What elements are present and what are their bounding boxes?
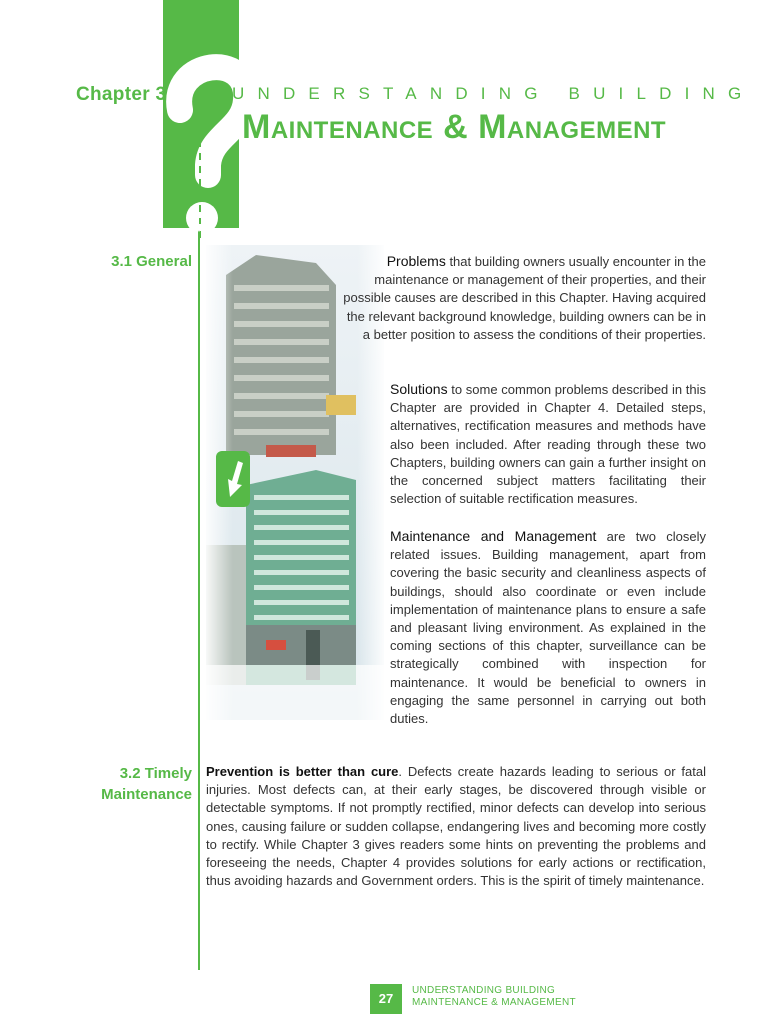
paragraph-text: are two closely related issues. Building management, apart from covering the basic security and cleanliness aspects of buildings, should also coordinate or even include implementation of maintenance plans to ensure a safe and pleasant living environment. As explained in the coming sections of this chapter, surveillance can be strategically combined with inspection for maintenance. It would be beneficial to owners in engaging the same personnel in carrying out both duties. [390,529,706,727]
chapter-title-line1: UNDERSTANDING BUILDING [232,84,755,103]
paragraph-text: that building owners usually encounter in the maintenance or management of their properties, and their possible causes are described in this Chapter. Having acquired the relevant background knowledge, building owners can be in a better position to assess the conditions of their properties. [343,254,706,342]
arrow-down-left-icon [216,451,250,507]
chapter-title-line2: Maintenance & Management [242,108,667,146]
paragraph-prevention [206,763,706,890]
lead-phrase-prevention: Prevention is better than cure [206,764,399,779]
footer-title [412,985,576,1009]
footer-title-line2: MAINTENANCE & MANAGEMENT [412,997,576,1008]
section-heading-timely-maintenance [101,763,192,805]
lead-word-maintenance-management: Maintenance and Management [390,528,597,544]
page-number: 27 [370,984,402,1014]
lead-word-problems: Problems [386,253,446,269]
chapter-label: Chapter 3 [76,84,167,105]
paragraph-solutions [390,380,706,508]
section-heading-general: 3.1 General [111,253,192,270]
section-heading-line1: 3.2 Timely [119,765,192,782]
section-heading-line2: Maintenance [101,786,192,803]
lead-word-solutions: Solutions [390,381,448,397]
paragraph-text: to some common problems described in this Chapter are provided in Chapter 4. Detailed steps, alternatives, rectification measures and methods have also been included. After reading through these two Chapters, building owners can gain a further insight on the concerned subject matters facilitating their selection of suitable rectification measures. [390,382,706,507]
paragraph-maintenance-management [390,527,706,728]
vertical-guide-line [198,228,200,970]
guide-arrow-icon [194,224,204,232]
paragraph-problems [336,252,706,344]
paragraph-text: . Defects create hazards leading to serious or fatal injuries. Most defects can, at their early stages, be discovered through visible or detectable symptoms. If not promptly rectified, minor defects can develop into serious ones, causing failure or sudden collapse, endangering lives and becoming more costly to rectify. While Chapter 3 gives readers some hints on preventing the problems and foreseeing the needs, Chapter 4 provides solutions for early actions or rectification, thus avoiding hazards and Government orders. This is the spirit of timely maintenance. [206,764,706,889]
footer-title-line1: UNDERSTANDING BUILDING [412,985,556,996]
